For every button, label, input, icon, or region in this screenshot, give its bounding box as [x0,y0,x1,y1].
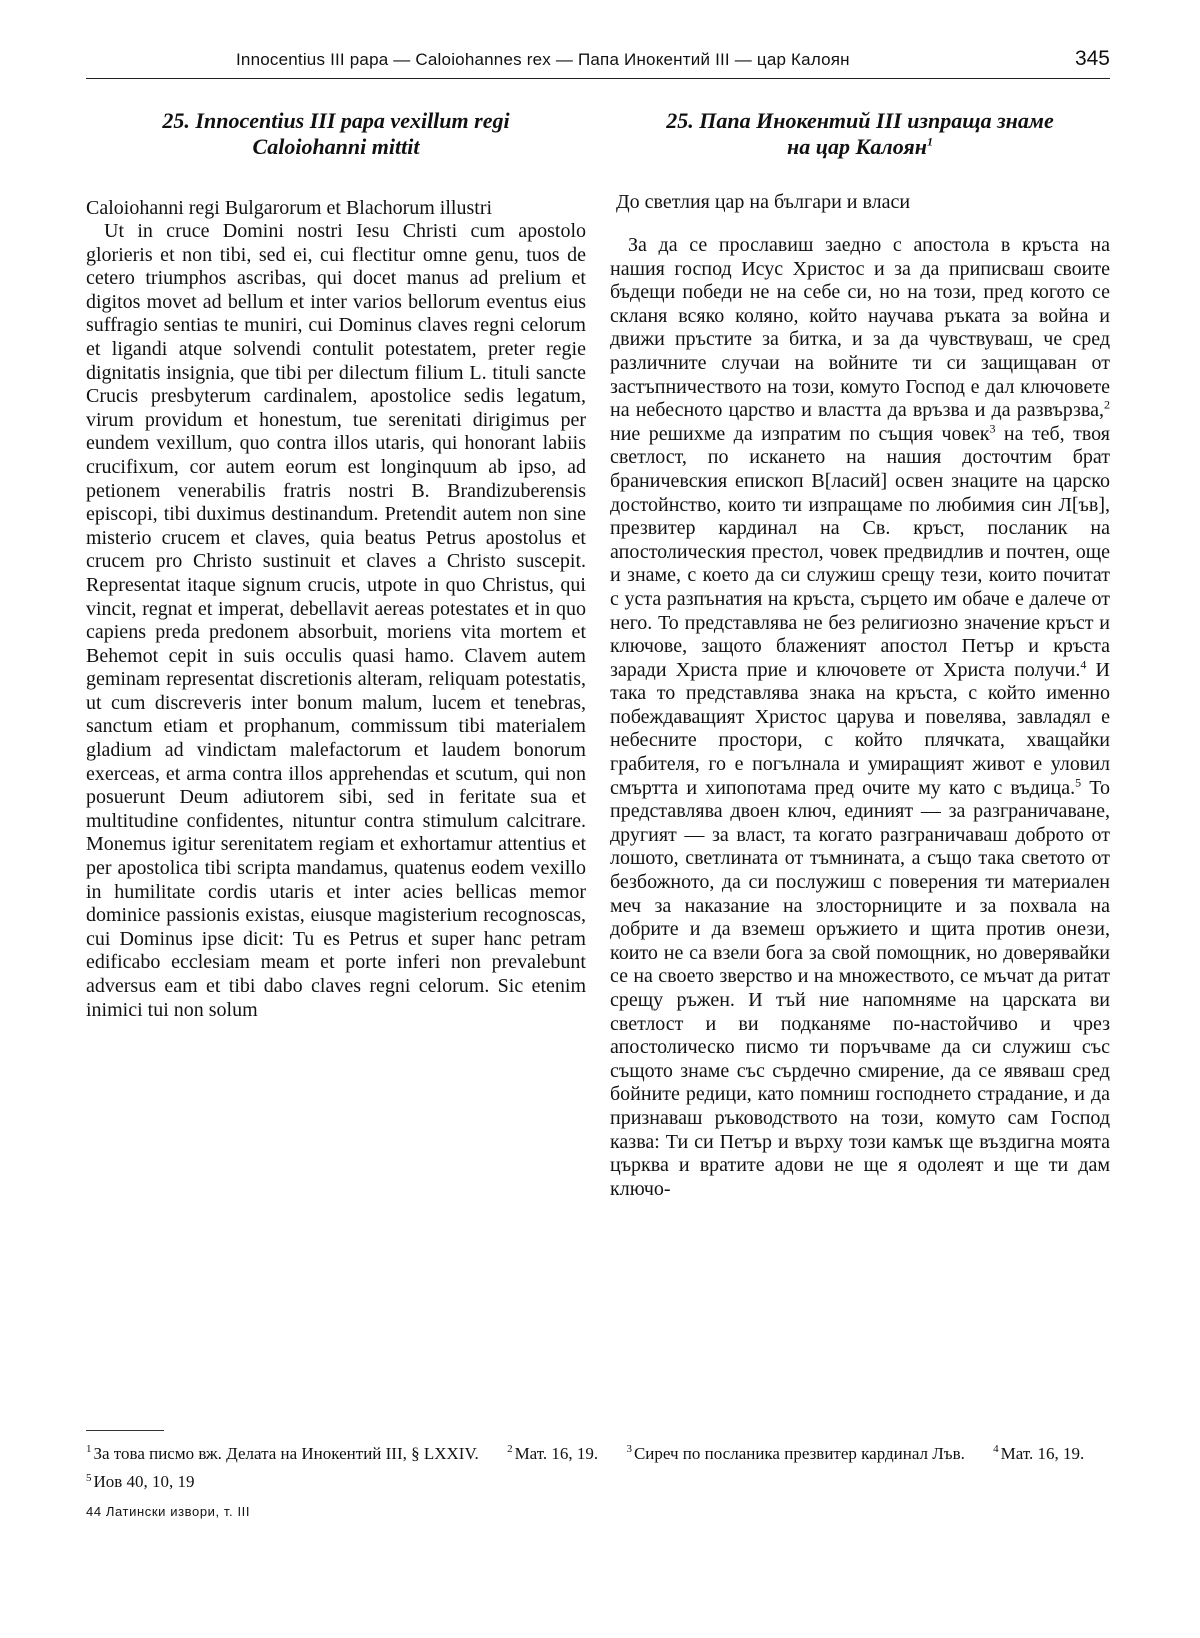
footnote [86,1472,195,1491]
footnote-text: Мат. 16, 19. [514,1443,599,1463]
footnote-text: За това писмо вж. Делата на Инокентий III, § LXXIV. [93,1443,479,1463]
footnote-number: 5 [86,1471,92,1484]
bulgarian-body-part-1: За да се прославиш заедно с апостола в кръста на нашия господ Исус Христос и за да приписваш своите бъдещи победи не на себе си, но на този, пред когото се скланя всяко коляно, който научава ръката за война и движи пръстите за битка, и за да чувствуваш, че сред различните случаи на войните ти си защищаван от застъпничеството на този, комуто Господ е дал ключовете на небесното царство и властта да връзва и да развързва, [610,234,1110,422]
footnote-number: 2 [507,1443,513,1455]
footnote [507,1444,598,1463]
bulgarian-body-part-3: на теб, твоя светлост, по искането на нашия досточтим брат браничевския епископ В[ласий] освен знаците на царско достойнство, които ти изпращаме по любимия син Л[ъв], презвитер кардинал на Св. кръст, посланик на апостолическия престол, човек предвидлив и почтен, още и знаме, с което да си служиш срещу тези, които почитат с уста разпънатия на кръста, сърцето им обаче е далече от него. То представлява не без религиозно значение кръст и ключове, защото блаженият апостол Петър и кръста заради Христа прие и ключовете от Христа получи. [610,422,1110,681]
latin-body: Ut in cruce Domini nostri Iesu Christi cum apostolo glorieris et non tibi, sed ei, cui flectitur omne genu, tuos de cetero triumphos ascribas, qui docet manus ad prelium et digitos movet ad bellum et inter varios bellorum eventus eius suffragio sentias te muniri, cui Dominus claves regni celorum et ligandi atque solvendi contulit potestatem, preter regie dignitatis insignia, que tibi per dilectum filium L. tituli sancte Crucis presbyterum cardinalem, apostolice sedis legatum, virum providum et honestum, tue serenitati dirigimus per eundem vexillum, quo contra illos utaris, qui honorant labiis crucifixum, cor autem eorum est longinquum ab ipso, ad petionem venerabilis fratris nostri B. Brandizuberensis episcopi, tibi duximus destinandum. Pretendit autem non sine misterio crucem et claves, quia beatus Petrus apostolus et crucem pro Christo sustinuit et claves a Christo suscepit. Representat itaque signum crucis, utpote in quo Christus, qui vincit, regnat et imperat, debellavit aereas potestates et in quo capiens preda predonem absorbuit, moriens vita mortem et Behemot cepit in suis occulis quasi hamo. Clavem autem geminam representat discretionis alteram, reliquam potestatis, ut cum discreveris inter bonum malum, lucem et tenebras, sanctum etiam et prophanum, commissum tibi materialem gladium ad vindictam malefactorum et laudem bonorum exerceas, et arma contra illos apprehendas et scutum, qui non posuerunt Deum adiutorem sibi, sed in feritate sua et multitudine confidentes, nituntur contra stimulum calcitrare. Monemus igitur serenitatem regiam et exhortamur attentius et per apostolica tibi scripta mandamus, quatenus eodem vexillo in humilitate cordis utaris et inter acies bellicas memor dominice passionis existas, eiusque magisterium recognoscas, cui Dominus ipse dicit: Tu es Petrus et super hanc petram edificabo ecclesiam meam et porte inferi non prevalebunt adversus eam et tibi dabo claves regni celorum. Sic etenim inimici tui non solum [86,220,586,1021]
footnote-text: Иов 40, 10, 19 [93,1472,195,1492]
bulgarian-heading-line-2-text: на цар Калоян [787,134,927,159]
footnote-ref-1: 1 [926,134,933,149]
footnote [626,1444,964,1463]
latin-heading [86,108,586,160]
latin-column [86,108,586,1022]
footnote-number: 1 [86,1443,92,1455]
footnote-ref-4: 4 [1080,657,1087,672]
footnote-number: 3 [626,1443,632,1455]
bulgarian-body-part-4: И така то представлява знака на кръста, с който именно побеждаващият Христос царува и повелява, завладял е небесните простори, с който плячката, хващайки грабителя, го е погълнала и умиращият живот е уловил смъртта и хипопотама пред очите му като с въдица. [610,658,1111,799]
footnote-ref-3: 3 [989,421,996,436]
footnote-text: Сиреч по посланика презвитер кардинал Лъв. [633,1443,965,1463]
latin-heading-line-1: 25. Innocentius III papa vexillum regi [162,108,510,133]
bulgarian-heading-line-1: 25. Папа Инокентий III изпраща знаме [666,108,1054,133]
bulgarian-body [610,234,1110,1201]
bulgarian-column [610,108,1110,1201]
bulgarian-body-part-2: ние решихме да изпратим по същия човек [610,422,990,445]
footnote-ref-5: 5 [1075,775,1082,789]
latin-address: Caloiohanni regi Bulgarorum et Blachorum illustri [86,197,493,219]
printer-signature: 44 Латински извори, т. III [86,1504,251,1519]
running-header [86,44,1110,79]
footnotes [86,1437,1110,1494]
bulgarian-address: До светлия цар на българи и власи [616,191,911,213]
footnote [86,1444,479,1463]
footnote-number: 4 [993,1443,999,1455]
page-number: 345 [1074,47,1110,70]
bulgarian-body-part-5: То представлява двоен ключ, единият — за разграничаване, другият — за власт, та когато разграничаваш доброто от лошото, светлината от тъмнината, а също така светото от безбожното, да си послужиш с поверения ти материален меч за наказание на злосторниците и за похвала на добрите и да вземеш оръжието и щита против онези, които не са взели бога за свой помощник, но доверявайки се на своето зверство и на множеството, се мъчат да ритат срещу ръжен. И тъй ние напомняме на царската ви светлост и ви подканяме по-настойчиво и чрез апостолическо писмо ти поръчваме да си служиш със същото знаме със сърдечно смирение, да се явяваш сред бойните редици, като помниш господнето страдание, и да признаваш ръководството на този, комуто сам Господ казва: Ти си Петър и върху този камък ще въздигна моята църква и вратите адови не ще я одолеят и ще ти дам ключо- [610,776,1110,1200]
footnote [993,1444,1084,1463]
footnote-text: Мат. 16, 19. [1000,1443,1085,1463]
footnote-rule [86,1430,164,1431]
running-title: Innocentius III papa — Caloiohannes rex — Папа Инокентий III — цар Калоян [236,50,850,69]
latin-heading-line-2: Caloiohanni mittit [252,134,420,159]
bulgarian-heading-line-2 [610,134,1110,160]
footnote-ref-2: 2 [1104,397,1110,412]
bulgarian-heading [610,108,1110,160]
